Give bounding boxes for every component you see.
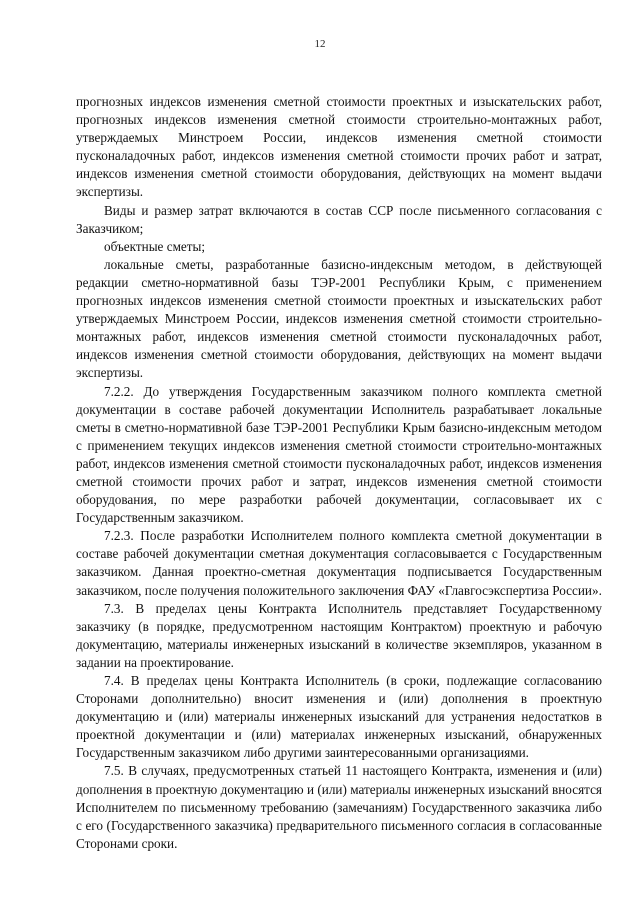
paragraph-7-2-3: 7.2.3. После разработки Исполнителем полного комплекта сметной документации в составе рабочей документации сметная документация согласовывается с Государственным заказчиком. Данная проектно-сметная документация подписывается Государственным заказчиком, после получения положительного заключения ФАУ «Главгосэкспертиза России».	[76, 528, 602, 598]
document-body	[76, 93, 602, 853]
paragraph-local-estimates: локальные сметы, разработанные базисно-индексным методом, в действующей редакции сметно-нормативной базы ТЭР-2001 Республики Крым, с применением прогнозных индексов изменения сметной стоимости проектных и изыскательских работ утверждаемых Минстроем России, индексов изменения сметной стоимости строительно-монтажных работ, индексов изменения сметной стоимости пусконаладочных работ, индексов изменения сметной стоимости оборудования, действующих на момент выдачи экспертизы.	[76, 256, 602, 381]
paragraph-continuation: прогнозных индексов изменения сметной стоимости проектных и изыскательских работ, прогнозных индексов изменения сметной стоимости строительно-монтажных работ, утверждаемых Минстроем России, индексов изменения сметной стоимости пусконаладочных работ, индексов изменения сметной стоимости прочих работ и затрат, индексов изменения сметной стоимости оборудования, действующих на момент выдачи экспертизы.	[76, 94, 602, 200]
page-number: 12	[314, 38, 326, 50]
paragraph-7-5: 7.5. В случаях, предусмотренных статьей 11 настоящего Контракта, изменения и (или) дополнения в проектную документацию и (или) материалы инженерных изысканий вносятся Исполнителем по письменному требованию (замечаниям) Государственного заказчика либо с его (Государственного заказчика) предварительного письменного согласия в согласованные Сторонами сроки.	[76, 763, 602, 851]
paragraph-7-4: 7.4. В пределах цены Контракта Исполнитель (в сроки, подлежащие согласованию Сторонами дополнительно) вносит изменения и (или) дополнения в проектную документацию и (или) материалы инженерных изысканий для устранения недостатков в проектной документации и (или) материалах инженерных изысканий, обнаруженных Государственным заказчиком либо другими заинтересованными организациями.	[76, 673, 602, 761]
paragraph-costs: Виды и размер затрат включаются в состав ССР после письменного согласования с Заказчиком;	[76, 202, 602, 236]
paragraph-7-2-2: 7.2.2. До утверждения Государственным заказчиком полного комплекта сметной документации в составе рабочей документации Исполнитель разрабатывает локальные сметы в сметно-нормативной базе ТЭР-2001 Республики Крым базисно-индексным методом с применением текущих индексов изменения сметной стоимости строительно-монтажных работ, индексов изменения сметной стоимости пусконаладочных работ, индексов изменения сметной стоимости прочих работ и затрат, индексов изменения сметной стоимости оборудования, по мере разработки рабочей документации, согласовывает их с Государственным заказчиком.	[76, 383, 602, 526]
paragraph-7-3: 7.3. В пределах цены Контракта Исполнитель представляет Государственному заказчику (в порядке, предусмотренном настоящим Контрактом) проектную и рабочую документацию, материалы инженерных изысканий в количестве экземпляров, указанном в задании на проектирование.	[76, 600, 602, 670]
paragraph-object-estimates: объектные сметы;	[104, 238, 206, 254]
